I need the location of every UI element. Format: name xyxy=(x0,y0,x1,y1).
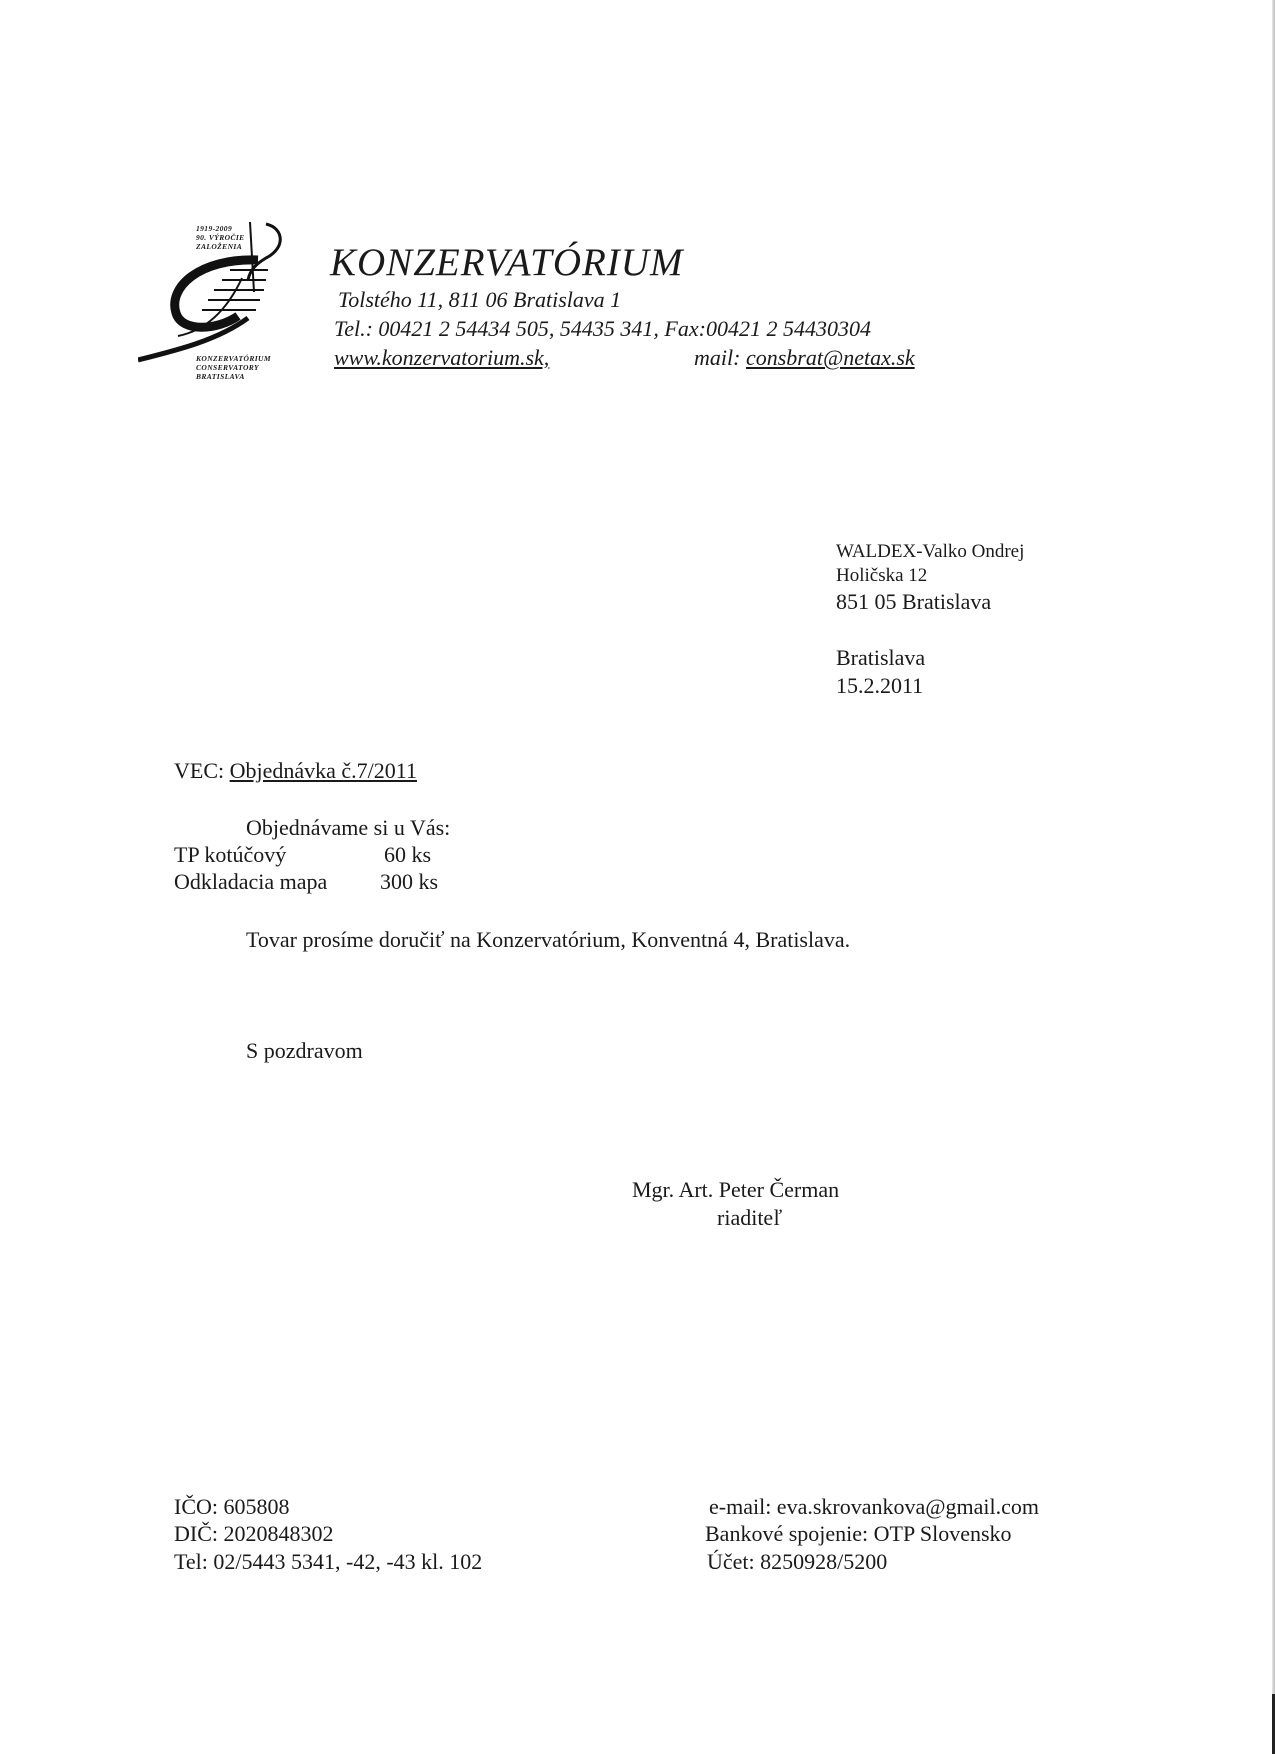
conservatory-logo xyxy=(138,218,298,393)
greeting: S pozdravom xyxy=(246,1038,363,1063)
recipient-street: Holičska 12 xyxy=(836,565,928,586)
logo-caption-line: KONZERVATÓRIUM xyxy=(196,354,271,363)
logo-anniversary-line: 1919-2009 xyxy=(196,224,233,233)
footer-dic: DIČ: 2020848302 xyxy=(174,1521,334,1546)
mail-label: mail: xyxy=(694,345,741,370)
letterhead-website: www.konzervatorium.sk, xyxy=(334,345,550,370)
mail-address: consbrat@netax.sk xyxy=(745,345,915,370)
subject-value: Objednávka č.7/2011 xyxy=(229,758,417,783)
footer-bank: Bankové spojenie: OTP Slovensko xyxy=(705,1521,1012,1546)
footer-account: Účet: 8250928/5200 xyxy=(707,1549,888,1574)
recipient-name: WALDEX-Valko Ondrej xyxy=(836,541,1025,562)
recipient-city: 851 05 Bratislava xyxy=(836,589,992,614)
footer-email: e-mail: eva.skrovankova@gmail.com xyxy=(709,1494,1039,1519)
letter-place: Bratislava xyxy=(836,645,926,670)
order-item-qty: 300 ks xyxy=(380,869,439,894)
order-intro: Objednávame si u Vás: xyxy=(246,815,451,840)
order-item-name: Odkladacia mapa xyxy=(174,869,328,894)
letterhead-phone-fax: Tel.: 00421 2 54434 505, 54435 341, Fax:00421 2 54430304 xyxy=(334,316,871,341)
letterhead-address: Tolstého 11, 811 06 Bratislava 1 xyxy=(338,287,622,312)
logo-caption-line: CONSERVATORY xyxy=(196,363,260,372)
letterhead-mail xyxy=(694,345,915,371)
footer-tel: Tel: 02/5443 5341, -42, -43 kl. 102 xyxy=(174,1549,483,1574)
order-item-qty: 60 ks xyxy=(384,842,432,867)
logo-caption-line: BRATISLAVA xyxy=(196,372,245,381)
subject-label: VEC: xyxy=(174,758,225,783)
footer-ico: IČO: 605808 xyxy=(174,1494,290,1519)
order-item-name: TP kotúčový xyxy=(174,842,287,867)
signatory-name: Mgr. Art. Peter Čerman xyxy=(632,1177,840,1202)
letter-date: 15.2.2011 xyxy=(836,673,924,698)
logo-anniversary-line: ZALOŽENIA xyxy=(196,242,243,251)
subject-line xyxy=(174,758,417,784)
organization-name: KONZERVATÓRIUM xyxy=(330,241,684,284)
logo-anniversary-line: 90. VÝROČIE xyxy=(196,233,245,242)
delivery-note: Tovar prosíme doručiť na Konzervatórium, Konventná 4, Bratislava. xyxy=(246,927,851,952)
signatory-title: riaditeľ xyxy=(717,1205,783,1230)
